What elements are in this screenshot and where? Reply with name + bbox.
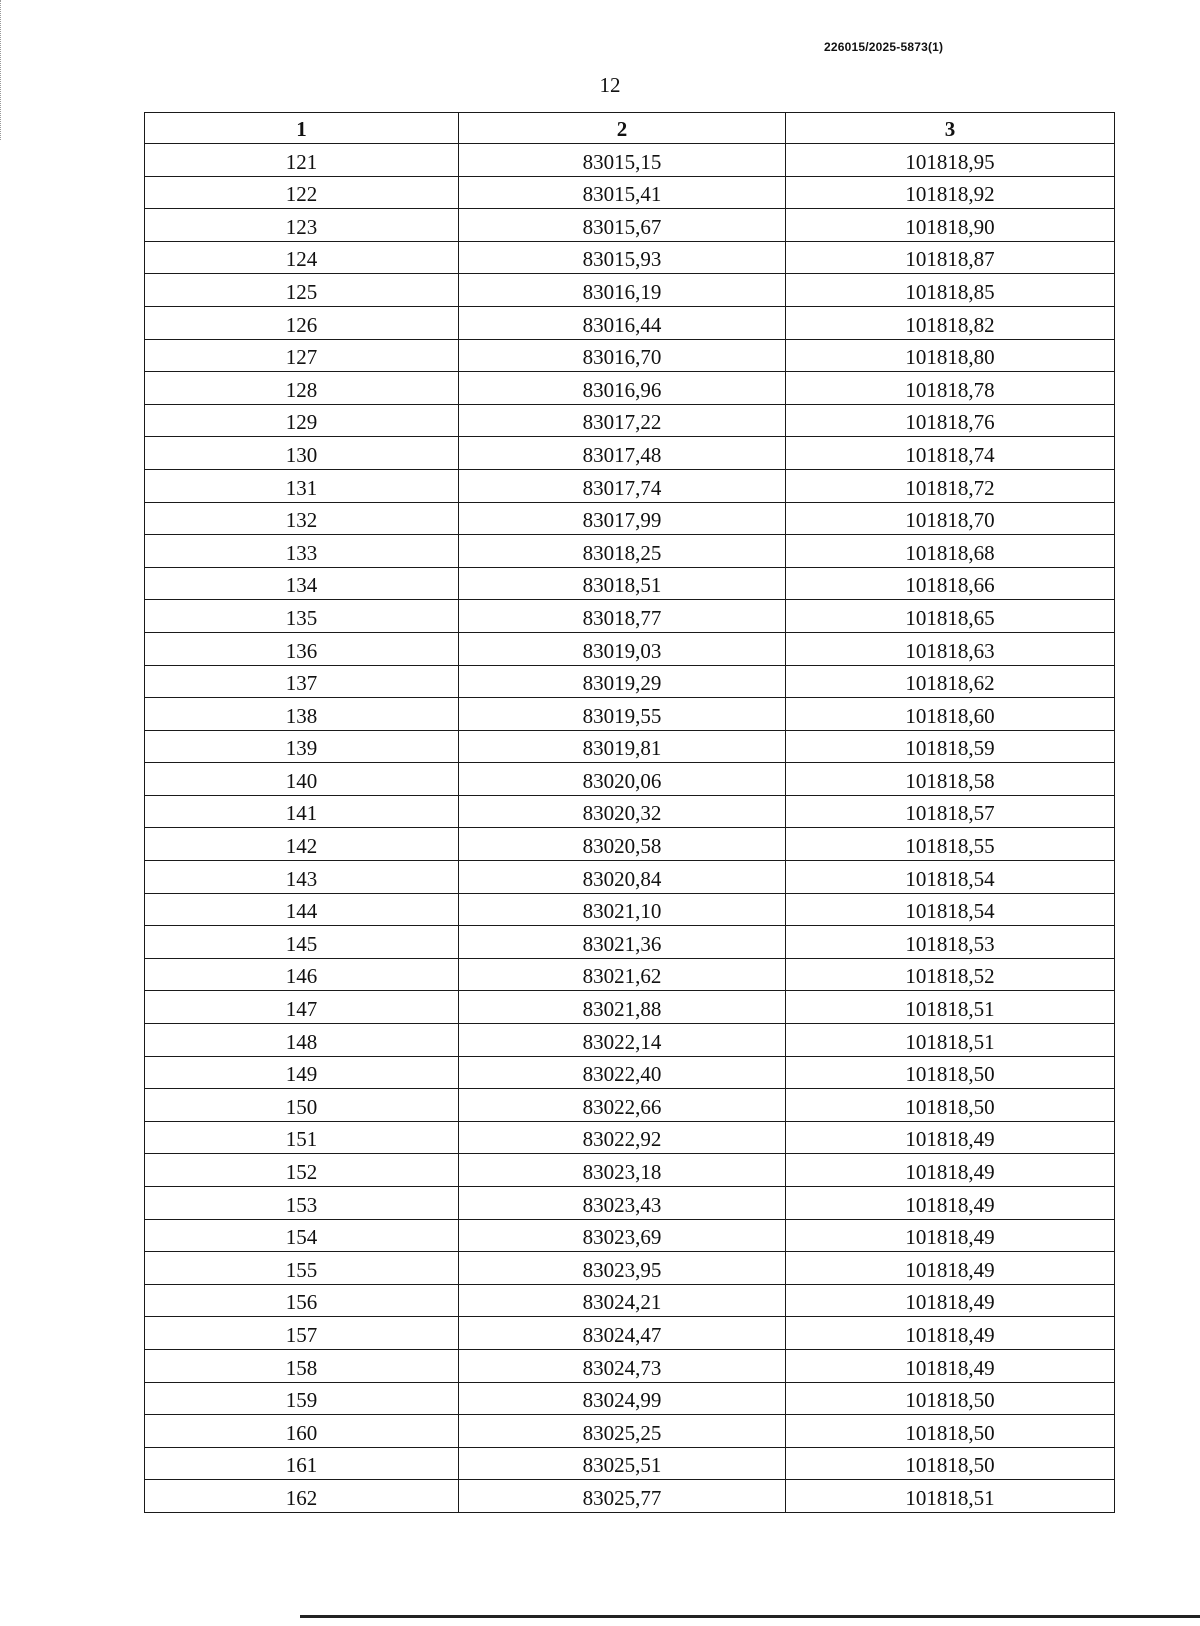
point-number-cell: 151 — [145, 1121, 459, 1154]
y-coordinate-cell: 101818,51 — [786, 991, 1115, 1024]
x-coordinate-cell: 83020,06 — [459, 763, 786, 796]
point-number-cell: 131 — [145, 469, 459, 502]
point-number-cell: 121 — [145, 144, 459, 177]
point-number-cell: 138 — [145, 698, 459, 731]
table-row — [145, 926, 1115, 959]
point-number-cell: 158 — [145, 1349, 459, 1382]
point-number-cell: 154 — [145, 1219, 459, 1252]
table-row — [145, 535, 1115, 568]
y-coordinate-cell: 101818,78 — [786, 372, 1115, 405]
table-row — [145, 795, 1115, 828]
column-header-2: 2 — [459, 113, 786, 144]
point-number-cell: 135 — [145, 600, 459, 633]
x-coordinate-cell: 83021,10 — [459, 893, 786, 926]
table-row — [145, 1349, 1115, 1382]
table-row — [145, 1024, 1115, 1057]
x-coordinate-cell: 83017,74 — [459, 469, 786, 502]
x-coordinate-cell: 83023,69 — [459, 1219, 786, 1252]
point-number-cell: 144 — [145, 893, 459, 926]
point-number-cell: 137 — [145, 665, 459, 698]
y-coordinate-cell: 101818,74 — [786, 437, 1115, 470]
table-row — [145, 632, 1115, 665]
point-number-cell: 146 — [145, 958, 459, 991]
table-row — [145, 600, 1115, 633]
table-row — [145, 144, 1115, 177]
point-number-cell: 126 — [145, 306, 459, 339]
y-coordinate-cell: 101818,49 — [786, 1349, 1115, 1382]
y-coordinate-cell: 101818,63 — [786, 632, 1115, 665]
y-coordinate-cell: 101818,82 — [786, 306, 1115, 339]
table-row — [145, 372, 1115, 405]
table-row — [145, 861, 1115, 894]
table-row — [145, 1121, 1115, 1154]
page-number: 12 — [599, 73, 621, 97]
table-row — [145, 991, 1115, 1024]
table-row — [145, 893, 1115, 926]
table-row — [145, 1382, 1115, 1415]
table-header-row — [145, 113, 1115, 144]
x-coordinate-cell: 83022,14 — [459, 1024, 786, 1057]
x-coordinate-cell: 83018,77 — [459, 600, 786, 633]
point-number-cell: 148 — [145, 1024, 459, 1057]
point-number-cell: 139 — [145, 730, 459, 763]
point-number-cell: 127 — [145, 339, 459, 372]
x-coordinate-cell: 83015,41 — [459, 176, 786, 209]
y-coordinate-cell: 101818,85 — [786, 274, 1115, 307]
table-body — [145, 144, 1115, 1513]
y-coordinate-cell: 101818,49 — [786, 1284, 1115, 1317]
table-row — [145, 1056, 1115, 1089]
point-number-cell: 149 — [145, 1056, 459, 1089]
coordinates-table — [144, 112, 1115, 1513]
x-coordinate-cell: 83025,51 — [459, 1447, 786, 1480]
x-coordinate-cell: 83024,99 — [459, 1382, 786, 1415]
point-number-cell: 133 — [145, 535, 459, 568]
table-row — [145, 404, 1115, 437]
x-coordinate-cell: 83016,70 — [459, 339, 786, 372]
x-coordinate-cell: 83021,88 — [459, 991, 786, 1024]
y-coordinate-cell: 101818,49 — [786, 1252, 1115, 1285]
x-coordinate-cell: 83024,47 — [459, 1317, 786, 1350]
y-coordinate-cell: 101818,49 — [786, 1187, 1115, 1220]
y-coordinate-cell: 101818,55 — [786, 828, 1115, 861]
point-number-cell: 156 — [145, 1284, 459, 1317]
x-coordinate-cell: 83019,03 — [459, 632, 786, 665]
x-coordinate-cell: 83019,55 — [459, 698, 786, 731]
point-number-cell: 153 — [145, 1187, 459, 1220]
table-header — [145, 113, 1115, 144]
table-row — [145, 1447, 1115, 1480]
point-number-cell: 162 — [145, 1480, 459, 1513]
x-coordinate-cell: 83020,84 — [459, 861, 786, 894]
column-header-3: 3 — [786, 113, 1115, 144]
y-coordinate-cell: 101818,60 — [786, 698, 1115, 731]
y-coordinate-cell: 101818,76 — [786, 404, 1115, 437]
table-row — [145, 763, 1115, 796]
table-row — [145, 1252, 1115, 1285]
y-coordinate-cell: 101818,50 — [786, 1382, 1115, 1415]
point-number-cell: 132 — [145, 502, 459, 535]
point-number-cell: 145 — [145, 926, 459, 959]
table-row — [145, 339, 1115, 372]
y-coordinate-cell: 101818,49 — [786, 1317, 1115, 1350]
x-coordinate-cell: 83016,96 — [459, 372, 786, 405]
point-number-cell: 159 — [145, 1382, 459, 1415]
x-coordinate-cell: 83021,62 — [459, 958, 786, 991]
point-number-cell: 129 — [145, 404, 459, 437]
x-coordinate-cell: 83016,44 — [459, 306, 786, 339]
x-coordinate-cell: 83019,29 — [459, 665, 786, 698]
table-row — [145, 1480, 1115, 1513]
point-number-cell: 128 — [145, 372, 459, 405]
x-coordinate-cell: 83019,81 — [459, 730, 786, 763]
y-coordinate-cell: 101818,62 — [786, 665, 1115, 698]
x-coordinate-cell: 83025,25 — [459, 1415, 786, 1448]
point-number-cell: 152 — [145, 1154, 459, 1187]
table-row — [145, 469, 1115, 502]
point-number-cell: 155 — [145, 1252, 459, 1285]
point-number-cell: 160 — [145, 1415, 459, 1448]
y-coordinate-cell: 101818,57 — [786, 795, 1115, 828]
y-coordinate-cell: 101818,52 — [786, 958, 1115, 991]
table-row — [145, 1219, 1115, 1252]
table-row — [145, 828, 1115, 861]
table-row — [145, 1154, 1115, 1187]
x-coordinate-cell: 83022,66 — [459, 1089, 786, 1122]
point-number-cell: 134 — [145, 567, 459, 600]
y-coordinate-cell: 101818,51 — [786, 1480, 1115, 1513]
y-coordinate-cell: 101818,59 — [786, 730, 1115, 763]
point-number-cell: 161 — [145, 1447, 459, 1480]
y-coordinate-cell: 101818,50 — [786, 1447, 1115, 1480]
y-coordinate-cell: 101818,50 — [786, 1415, 1115, 1448]
table-row — [145, 437, 1115, 470]
x-coordinate-cell: 83017,99 — [459, 502, 786, 535]
point-number-cell: 130 — [145, 437, 459, 470]
point-number-cell: 124 — [145, 241, 459, 274]
table-row — [145, 241, 1115, 274]
x-coordinate-cell: 83016,19 — [459, 274, 786, 307]
point-number-cell: 157 — [145, 1317, 459, 1350]
x-coordinate-cell: 83018,25 — [459, 535, 786, 568]
y-coordinate-cell: 101818,66 — [786, 567, 1115, 600]
table-row — [145, 502, 1115, 535]
column-header-1: 1 — [145, 113, 459, 144]
y-coordinate-cell: 101818,51 — [786, 1024, 1115, 1057]
x-coordinate-cell: 83021,36 — [459, 926, 786, 959]
y-coordinate-cell: 101818,54 — [786, 861, 1115, 894]
x-coordinate-cell: 83020,58 — [459, 828, 786, 861]
y-coordinate-cell: 101818,65 — [786, 600, 1115, 633]
point-number-cell: 143 — [145, 861, 459, 894]
document-registration-number: 226015/2025-5873(1) — [824, 40, 944, 54]
y-coordinate-cell: 101818,92 — [786, 176, 1115, 209]
scan-edge-marks — [0, 0, 3, 140]
x-coordinate-cell: 83023,43 — [459, 1187, 786, 1220]
y-coordinate-cell: 101818,49 — [786, 1121, 1115, 1154]
x-coordinate-cell: 83017,48 — [459, 437, 786, 470]
x-coordinate-cell: 83022,92 — [459, 1121, 786, 1154]
table-row — [145, 1317, 1115, 1350]
y-coordinate-cell: 101818,49 — [786, 1219, 1115, 1252]
table-row — [145, 274, 1115, 307]
x-coordinate-cell: 83015,15 — [459, 144, 786, 177]
x-coordinate-cell: 83022,40 — [459, 1056, 786, 1089]
y-coordinate-cell: 101818,70 — [786, 502, 1115, 535]
footer-rule — [300, 1615, 1200, 1618]
y-coordinate-cell: 101818,87 — [786, 241, 1115, 274]
y-coordinate-cell: 101818,53 — [786, 926, 1115, 959]
x-coordinate-cell: 83023,18 — [459, 1154, 786, 1187]
y-coordinate-cell: 101818,90 — [786, 209, 1115, 242]
y-coordinate-cell: 101818,80 — [786, 339, 1115, 372]
table-row — [145, 730, 1115, 763]
point-number-cell: 136 — [145, 632, 459, 665]
x-coordinate-cell: 83024,73 — [459, 1349, 786, 1382]
table-row — [145, 665, 1115, 698]
y-coordinate-cell: 101818,54 — [786, 893, 1115, 926]
point-number-cell: 150 — [145, 1089, 459, 1122]
y-coordinate-cell: 101818,50 — [786, 1056, 1115, 1089]
y-coordinate-cell: 101818,58 — [786, 763, 1115, 796]
x-coordinate-cell: 83020,32 — [459, 795, 786, 828]
x-coordinate-cell: 83017,22 — [459, 404, 786, 437]
table-row — [145, 176, 1115, 209]
x-coordinate-cell: 83023,95 — [459, 1252, 786, 1285]
table-row — [145, 1187, 1115, 1220]
point-number-cell: 140 — [145, 763, 459, 796]
table-row — [145, 698, 1115, 731]
y-coordinate-cell: 101818,49 — [786, 1154, 1115, 1187]
point-number-cell: 125 — [145, 274, 459, 307]
point-number-cell: 142 — [145, 828, 459, 861]
y-coordinate-cell: 101818,68 — [786, 535, 1115, 568]
point-number-cell: 141 — [145, 795, 459, 828]
y-coordinate-cell: 101818,95 — [786, 144, 1115, 177]
x-coordinate-cell: 83018,51 — [459, 567, 786, 600]
table-row — [145, 306, 1115, 339]
table-row — [145, 567, 1115, 600]
table-row — [145, 1415, 1115, 1448]
table-row — [145, 1089, 1115, 1122]
x-coordinate-cell: 83025,77 — [459, 1480, 786, 1513]
x-coordinate-cell: 83015,67 — [459, 209, 786, 242]
point-number-cell: 147 — [145, 991, 459, 1024]
table-row — [145, 1284, 1115, 1317]
y-coordinate-cell: 101818,50 — [786, 1089, 1115, 1122]
x-coordinate-cell: 83024,21 — [459, 1284, 786, 1317]
x-coordinate-cell: 83015,93 — [459, 241, 786, 274]
table-row — [145, 209, 1115, 242]
y-coordinate-cell: 101818,72 — [786, 469, 1115, 502]
point-number-cell: 123 — [145, 209, 459, 242]
table-row — [145, 958, 1115, 991]
point-number-cell: 122 — [145, 176, 459, 209]
